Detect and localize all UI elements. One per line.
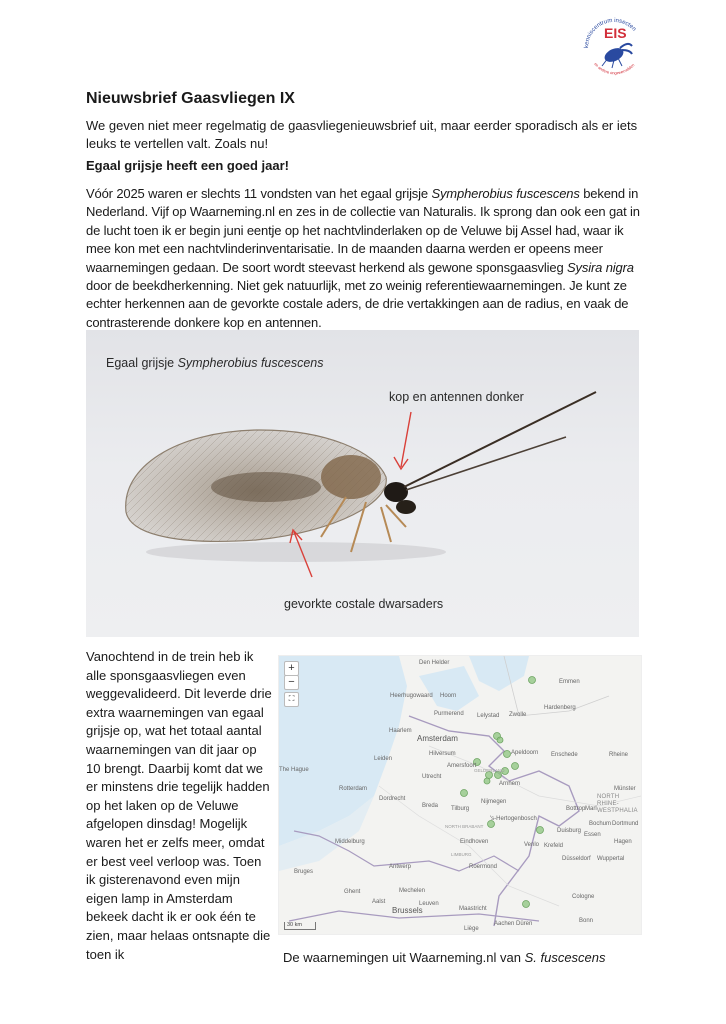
observation-map[interactable] [278, 655, 642, 935]
map-place-label: Lelystad [477, 713, 500, 719]
map-place-label: Haarlem [389, 728, 412, 734]
eis-logo [578, 8, 650, 80]
map-place-label: Emmen [559, 679, 580, 685]
zoom-in-button[interactable]: + [284, 661, 299, 676]
section-heading: Egaal grijsje heeft een goed jaar! [86, 158, 290, 173]
map-place-label: Rheine [609, 752, 629, 758]
side-paragraph: Vanochtend in de trein heb ik alle sponsgaasvliegen even weggevalideerd. Dit leverde drie extra waarnemingen van egaal grijsje op, wat het totaal aantal waarnemingen van dit jaar op 10 brengt. Daarbij komt dat we er minstens drie tegelijk hadden op het laken op de Veluwe afgelopen dinsdag! Mogelijk waren het er zelfs meer, omdat er best veel verloop was. Toen ik gisterenavond even mijn eigen lamp in Amsterdam bekeek dacht ik er ook één te zien, maar helaas ontsnapte die toen ik [86, 649, 272, 962]
map-place-label: Roermond [469, 864, 498, 870]
map-place-label: Amsterdam [417, 734, 458, 743]
page-title: Nieuwsbrief Gaasvliegen IX [86, 90, 295, 107]
map-place-label: Hagen [614, 839, 632, 845]
map-place-label: Hardenberg [544, 705, 576, 711]
map-place-label: Bochum [589, 821, 612, 827]
map-place-label: NORTH RHINE-WESTPHALIA [597, 794, 638, 814]
map-place-label: Maastricht [459, 906, 487, 912]
map-place-label: Essen [584, 832, 601, 838]
lacewing-illustration [86, 330, 639, 637]
map-place-label: Dortmund [612, 821, 639, 827]
map-place-label: Amersfoort [447, 763, 477, 769]
map-place-label: The Hague [279, 767, 309, 773]
label-costal-veins: gevorkte costale dwarsaders [284, 597, 444, 611]
map-place-label: Cologne [572, 894, 595, 900]
map-place-label: Düsseldorf [562, 856, 591, 862]
map-place-label: Enschede [551, 752, 578, 758]
map-place-label: Ghent [344, 889, 361, 895]
map-base [279, 656, 641, 934]
fullscreen-icon[interactable]: ⛶ [284, 692, 299, 707]
map-place-label: Breda [422, 803, 439, 809]
map-place-label: Antwerp [389, 864, 412, 870]
map-place-label: Marl [585, 806, 597, 812]
map-place-label: Purmerend [434, 711, 464, 717]
map-place-label: Bottrop [566, 806, 586, 812]
map-place-label: Mechelen [399, 888, 426, 894]
map-place-label: Zwolle [509, 712, 527, 718]
map-place-label: Hoorn [440, 693, 457, 699]
map-place-label: Düren [516, 921, 533, 927]
map-place-label: Tilburg [451, 806, 470, 812]
map-place-label: Den Helder [419, 660, 450, 666]
map-place-label: Heerhugowaard [390, 693, 433, 699]
map-place-label: Brussels [392, 906, 423, 915]
map-caption: De waarnemingen uit Waarneming.nl van S. fuscescens [283, 950, 606, 965]
map-place-label: Bruges [294, 869, 314, 875]
intro-paragraph: We geven niet meer regelmatig de gaasvliegenieuwsbrief uit, maar eerder sporadisch als er iets leuks te vertellen valt. Zoals nu! [86, 118, 638, 152]
svg-text:en andere ongewervelden: en andere ongewervelden [593, 61, 636, 76]
map-place-label: 's-Hertogenbosch [490, 816, 537, 822]
map-place-label: Aachen [494, 921, 515, 927]
map-scale-bar: 30 km [284, 922, 316, 930]
map-place-label: Liège [464, 926, 479, 932]
map-place-label: Rotterdam [339, 786, 368, 792]
map-place-label: Middelburg [335, 839, 365, 845]
map-place-label: Utrecht [422, 774, 442, 780]
photo-caption: Egaal grijsje Sympherobius fuscescens [106, 356, 324, 370]
lacewing-photo [86, 330, 639, 637]
map-place-label: Venlo [524, 842, 540, 848]
map-place-label: Duisburg [557, 828, 582, 834]
zoom-out-button[interactable]: − [284, 675, 299, 690]
map-place-label: Arnhem [499, 781, 521, 787]
map-place-label: Eindhoven [460, 839, 489, 845]
map-place-label: Münster [614, 786, 636, 792]
svg-text:kenniscentrum insecten: kenniscentrum insecten [583, 17, 637, 49]
svg-text:EIS: EIS [604, 25, 627, 41]
map-place-label: Aalst [372, 899, 386, 905]
map-place-label: LIMBURG [451, 852, 472, 857]
map-place-label: NORTH BRABANT [445, 824, 484, 829]
label-head-antennae: kop en antennen donker [389, 390, 524, 404]
map-place-label: Leuven [419, 901, 439, 907]
map-place-label: Leiden [374, 756, 393, 762]
map-place-label: Krefeld [544, 843, 564, 849]
map-place-label: Hilversum [429, 751, 456, 757]
body-paragraph: Vóór 2025 waren er slechts 11 vondsten van het egaal grijsje Sympherobius fuscescens bekend in Nederland. Vijf op Waarneming.nl en zes in de collectie van Naturalis. Ik sprong dan ook een gat in de lucht toen ik er begin juni eentje op het nachtvlinderlaken op de Veluwe bij Assel had, waar ik mee kon met een nachtvlinderinventarisatie. In de maanden daarna werden er opeens meer waarnemingen gedaan. De soort wordt steevast herkend als gewone sponsgaasvlieg Sysira nigra door de beekdherkenning. Niet gek natuurlijk, met zo weinig referentiewaarnemingen. Je kunt ze echter herkennen aan de gevorkte costale aders, de drie vertakkingen aan de radius, en vaak de contrasterende donkere kop en antennen. [86, 186, 640, 330]
map-place-label: Wuppertal [597, 856, 625, 862]
map-place-label: Nijmegen [481, 799, 507, 805]
map-place-label: GELDERLAND [474, 768, 505, 773]
map-place-label: Apeldoorn [511, 750, 539, 756]
map-place-label: Bonn [579, 918, 594, 924]
map-place-label: Dordrecht [379, 796, 406, 802]
